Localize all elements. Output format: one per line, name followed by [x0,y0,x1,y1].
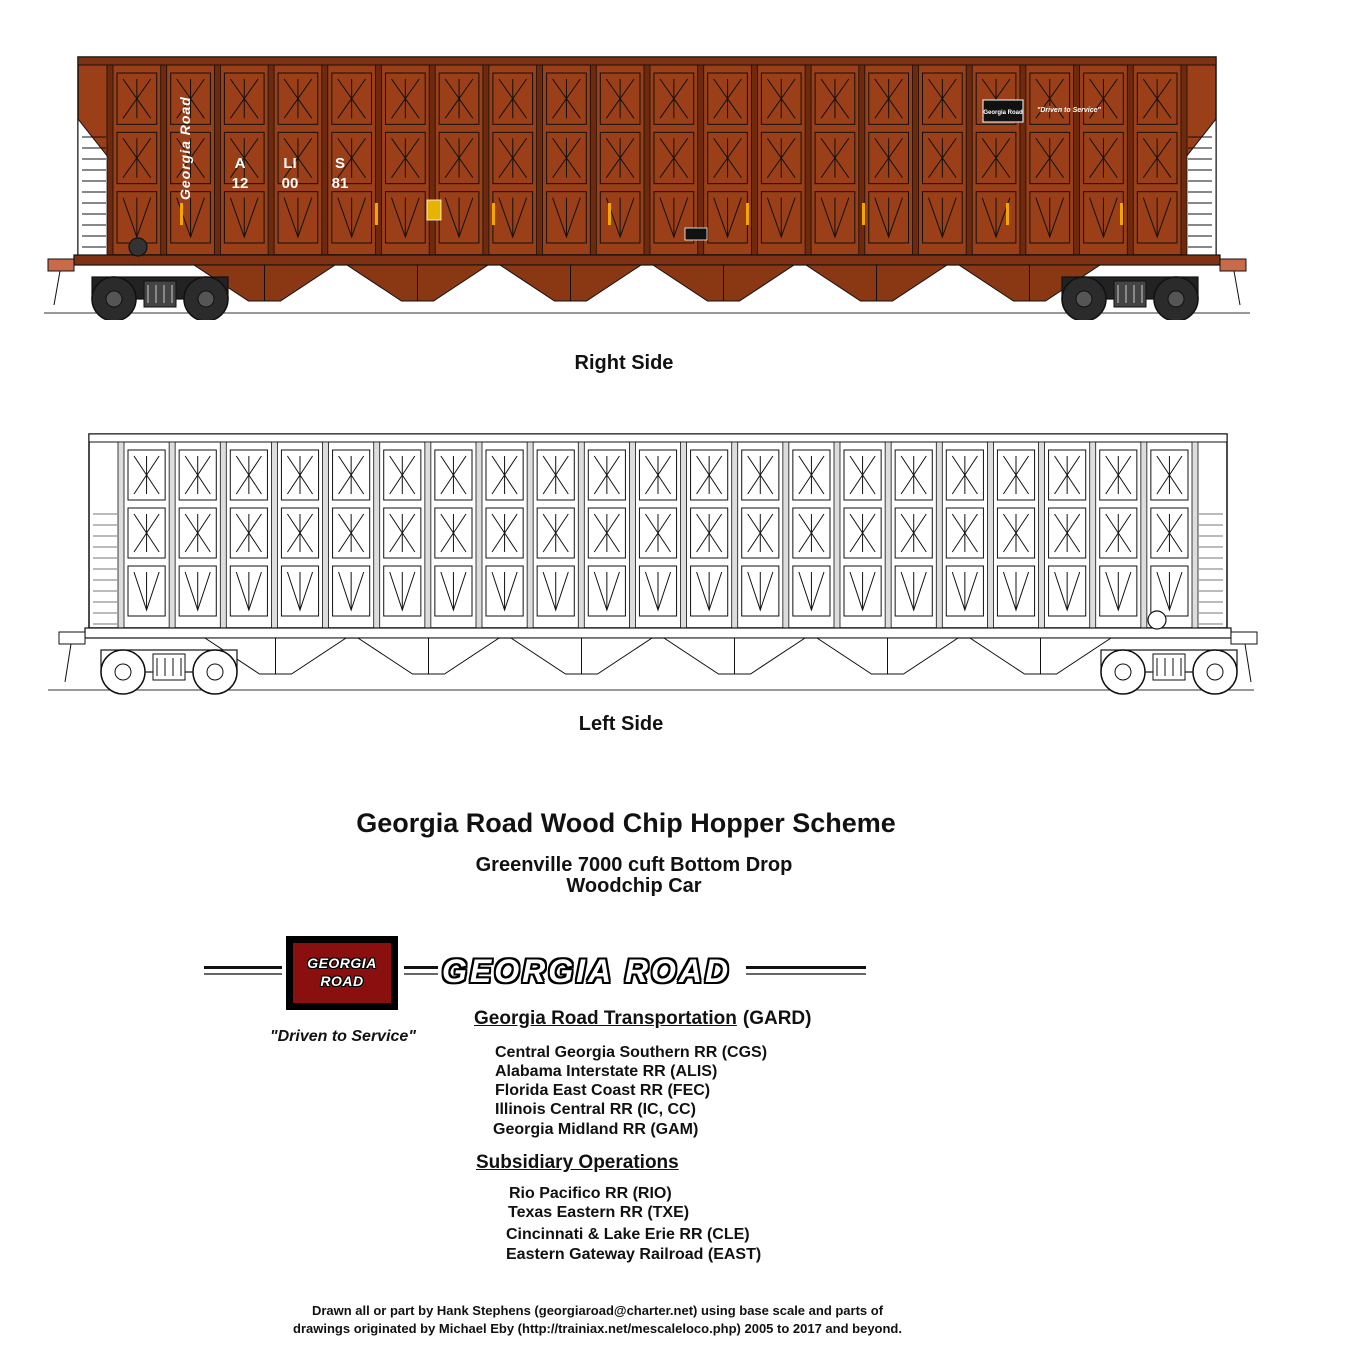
railroad-item: Florida East Coast RR (FEC) [495,1082,711,1099]
side-post [1020,65,1026,255]
brake-wheel [129,238,147,256]
side-post [483,65,489,255]
spring-pack [1153,654,1185,680]
herald-line-2: ROAD [320,973,364,989]
side-post [376,65,382,255]
side-sill [85,628,1231,638]
side-post [681,442,687,628]
right-side-hopper-drawing [40,50,1260,320]
railroad-item: Illinois Central RR (IC, CC) [495,1101,696,1118]
reflective-stripe [1120,203,1123,225]
railroad-item: Central Georgia Southern RR (CGS) [495,1044,768,1061]
slogan: "Driven to Service" [270,1028,416,1045]
coupler [59,632,85,644]
air-hose [65,644,71,682]
subsidiary-item: Texas Eastern RR (TXE) [508,1204,690,1221]
side-post [1181,65,1187,255]
reflective-stripe [375,203,378,225]
left-side-hopper-drawing [44,428,1264,698]
side-post [751,65,757,255]
side-post [161,65,167,255]
spring-pack [153,654,185,680]
wheel-hub [1115,664,1131,680]
wheel-hub [115,664,131,680]
railroad-item: Georgia Midland RR (GAM) [493,1121,699,1138]
credits-line-2: drawings originated by Michael Eby (http://trainiax.net/mescaleloco.php) 2005 to 2017 and beyond. [293,1321,902,1336]
side-post [537,65,543,255]
drawing-credits [0,1302,1195,1338]
placard [685,228,707,240]
reflective-stripe [180,203,183,225]
side-post [590,65,596,255]
top-chord [89,434,1227,442]
coupler [1231,632,1257,644]
reporting-mark-letter: A [234,155,246,172]
reporting-mark-number: 12 [231,175,249,192]
reflective-stripe [1006,203,1009,225]
wheel-hub [1076,291,1092,307]
wheel-hub [207,664,223,680]
side-sill [74,255,1220,265]
reflective-stripe [608,203,611,225]
side-post [859,65,865,255]
side-post [805,65,811,255]
side-post [1039,442,1045,628]
credits-line-1: Drawn all or part by Hank Stephens (georgiaroad@charter.net) using base scale and parts of [311,1303,884,1318]
side-post [629,442,635,628]
side-post [323,442,329,628]
herald-patch-text: Georgia Road [983,110,1023,116]
side-post [936,442,942,628]
side-post [169,442,175,628]
side-post [527,442,533,628]
georgia-road-wordmark: GEORGIA ROAD [442,953,732,989]
car-slogan-text: "Driven to Service" [1037,107,1101,114]
side-post [271,442,277,628]
right-rule-bottom [746,973,866,975]
reflective-stripe [492,203,495,225]
mid-rule-bottom [404,973,438,975]
page-title: Georgia Road Wood Chip Hopper Scheme [356,808,896,838]
reporting-mark-letter: S [334,155,346,172]
air-hose [1234,271,1240,305]
side-post [578,442,584,628]
left-side-caption: Left Side [578,713,664,735]
right-side-caption: Right Side [574,352,674,374]
side-post [1074,65,1080,255]
company-heading [474,1008,811,1030]
subsidiary-item: Cincinnati & Lake Erie RR (CLE) [506,1226,750,1243]
coupler [1220,259,1246,271]
air-hose [1245,644,1251,682]
side-post [214,65,220,255]
side-post [1141,442,1147,628]
side-post [374,442,380,628]
reflective-stripe [746,203,749,225]
side-post [118,442,124,628]
reflective-stripe [862,203,865,225]
subsidiary-item: Rio Pacifico RR (RIO) [509,1185,672,1202]
side-post [644,65,650,255]
mid-rule-top [404,966,438,969]
brake-wheel [1148,611,1166,629]
top-chord [78,57,1216,65]
side-post [429,65,435,255]
side-post [732,442,738,628]
reporting-mark-number: 00 [281,175,299,192]
side-post [913,65,919,255]
subtitle-line-2: Woodchip Car [566,875,702,897]
air-hose [54,271,60,305]
side-post [698,65,704,255]
wheel-hub [1168,291,1184,307]
spring-pack [1114,281,1146,307]
side-post [425,442,431,628]
company-code: (GARD) [742,1008,812,1029]
spring-pack [144,281,176,307]
company-name: Georgia Road Transportation [474,1008,737,1029]
georgia-road-herald-logo [286,936,398,1010]
left-rule-bottom [204,973,282,975]
reporting-mark-number: 81 [331,175,349,192]
coupler [48,259,74,271]
wheel-hub [1207,664,1223,680]
side-post [783,442,789,628]
wheel-hub [198,291,214,307]
subsidiary-heading: Subsidiary Operations [476,1152,679,1173]
subsidiary-item: Eastern Gateway Railroad (EAST) [506,1246,762,1263]
side-post [834,442,840,628]
reporting-mark-letter: LI [283,155,297,172]
side-post [1192,442,1198,628]
side-post [987,442,993,628]
left-rule-top [204,966,282,969]
side-post [220,442,226,628]
side-post [268,65,274,255]
side-post [476,442,482,628]
herald-line-1: GEORGIA [307,955,377,971]
wheel-hub [106,291,122,307]
side-post [107,65,113,255]
side-post [1127,65,1133,255]
subtitle-line-1: Greenville 7000 cuft Bottom Drop [475,854,793,876]
side-post [885,442,891,628]
roadname-lettering: Georgia Road [177,96,193,200]
side-post [322,65,328,255]
side-post [966,65,972,255]
placard [427,200,441,220]
right-rule-top [746,966,866,969]
side-post [1090,442,1096,628]
railroad-item: Alabama Interstate RR (ALIS) [495,1063,718,1080]
